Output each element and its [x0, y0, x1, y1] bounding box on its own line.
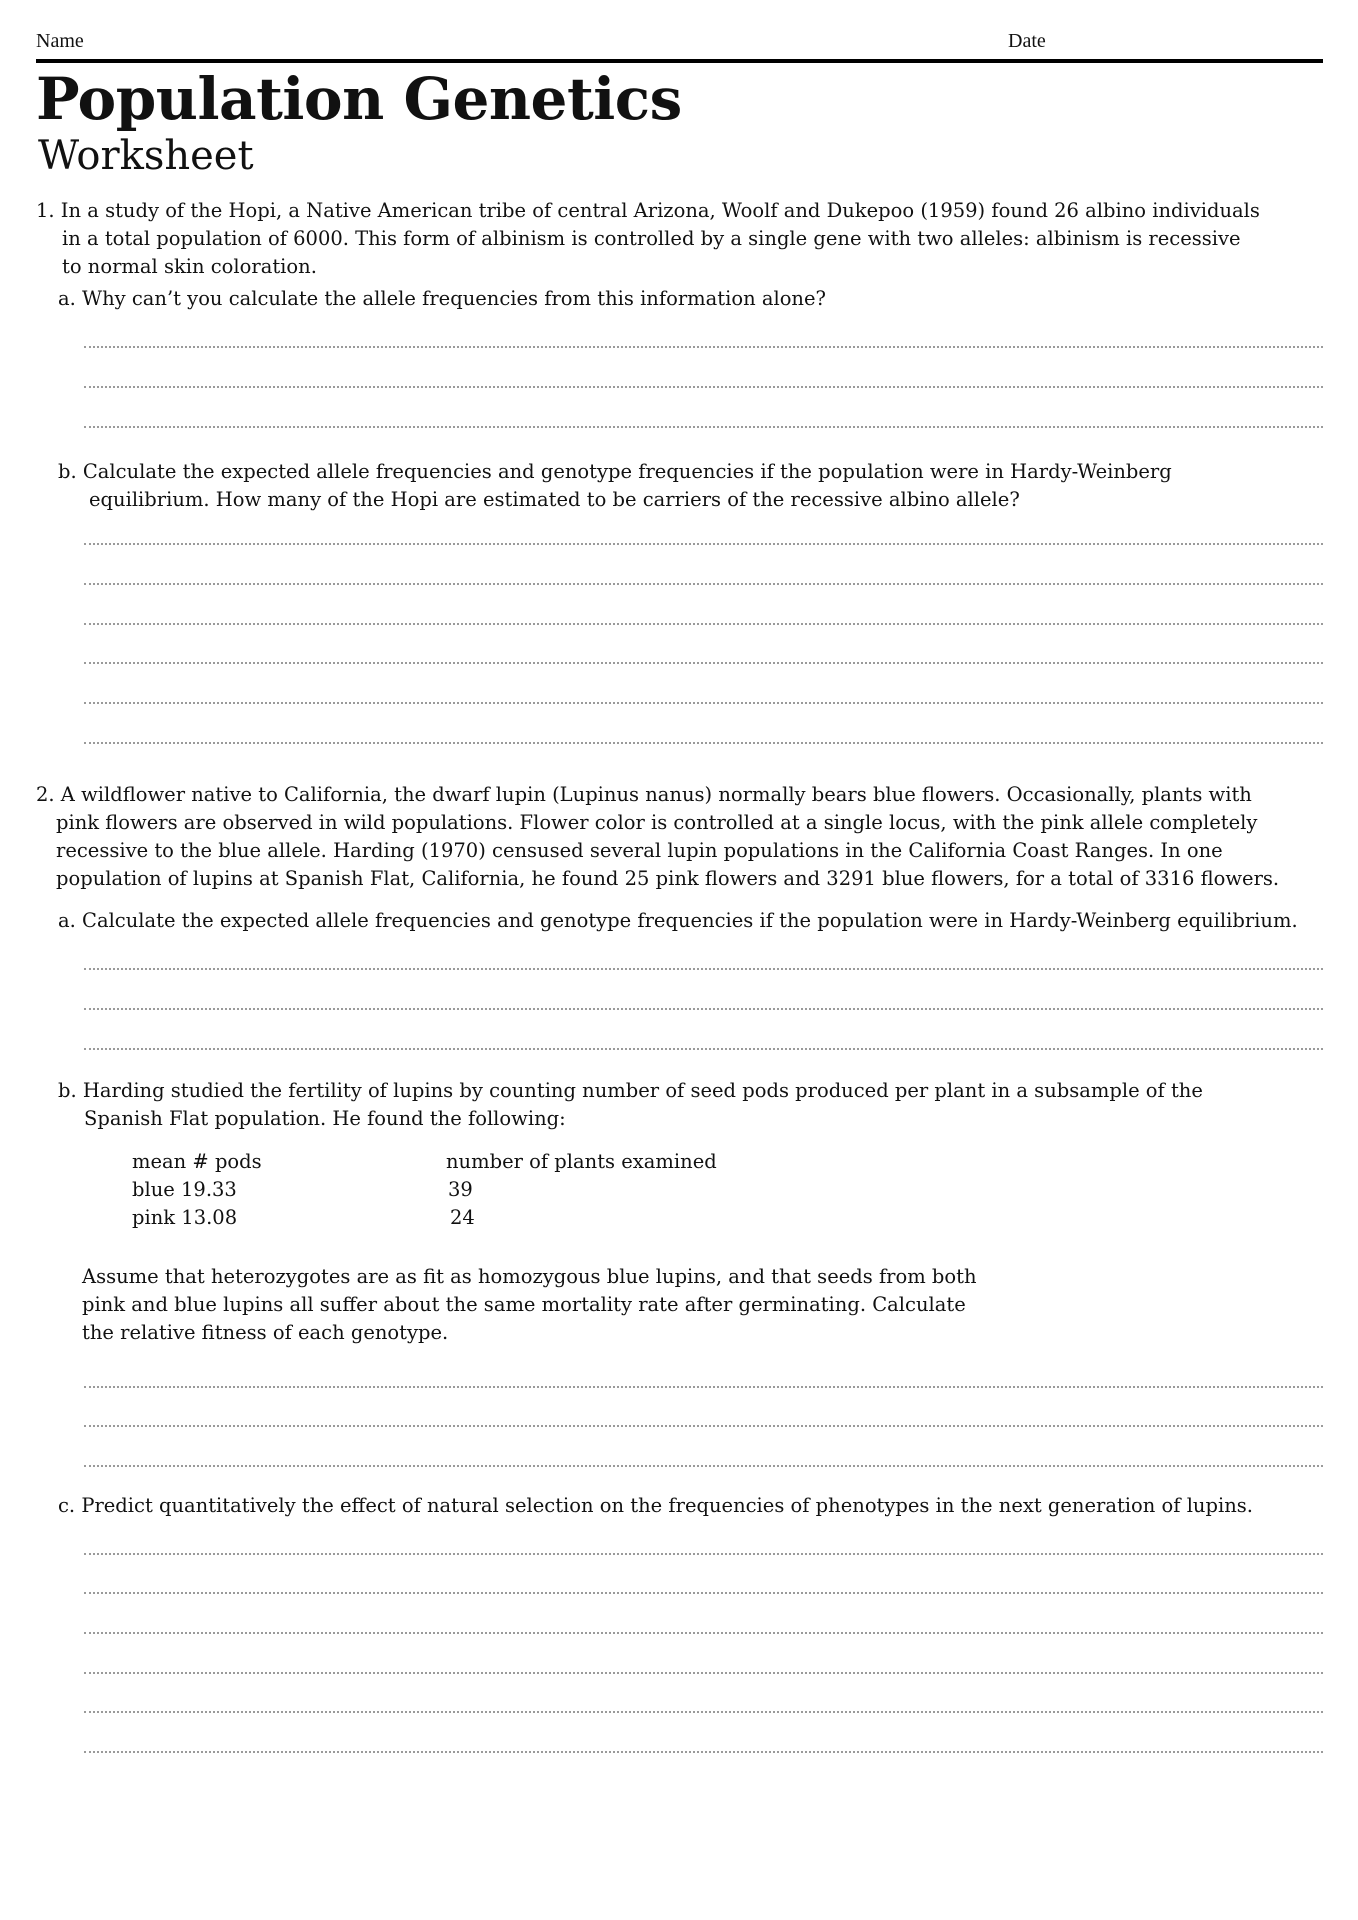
q2b-assume-line-3: the relative fitness of each genotype.	[82, 1321, 449, 1344]
header-rule	[36, 59, 1323, 63]
answer-line[interactable]	[84, 543, 1323, 545]
answer-line[interactable]	[84, 346, 1323, 348]
answer-line[interactable]	[84, 1553, 1323, 1555]
answer-line[interactable]	[84, 1711, 1323, 1713]
answer-line[interactable]	[84, 1386, 1323, 1388]
q1-text-line-2: in a total population of 6000. This form of albinism is controlled by a single gene with two alleles: albinism is recessive	[62, 227, 1241, 250]
q2-text-line-2: pink flowers are observed in wild populations. Flower color is controlled at a single locus, with the pink allele completely	[56, 811, 1258, 834]
table-header-plants: number of plants examined	[446, 1150, 717, 1173]
q2b-prompt-line-1: b. Harding studied the fertility of lupins by counting number of seed pods produced per plant in a subsample of the	[58, 1079, 1203, 1102]
answer-line[interactable]	[84, 1425, 1323, 1427]
page-subtitle: Worksheet	[38, 133, 254, 179]
worksheet-page	[36, 0, 1323, 1920]
table-row-blue-label: blue 19.33	[132, 1178, 237, 1201]
table-row-pink-label: pink 13.08	[132, 1206, 238, 1229]
q1b-prompt-line-2: equilibrium. How many of the Hopi are estimated to be carriers of the recessive albino allele?	[89, 488, 1020, 511]
answer-line[interactable]	[84, 1465, 1323, 1467]
table-row-pink-count: 24	[450, 1206, 475, 1229]
answer-line[interactable]	[84, 662, 1323, 664]
date-label: Date	[1008, 30, 1046, 52]
answer-line[interactable]	[84, 968, 1323, 970]
answer-line[interactable]	[84, 1592, 1323, 1594]
header-row	[36, 30, 1323, 60]
q1b-prompt-line-1: b. Calculate the expected allele frequencies and genotype frequencies if the population were in Hardy-Weinberg	[58, 460, 1172, 483]
q1-text-line-1: 1. In a study of the Hopi, a Native American tribe of central Arizona, Woolf and Dukepoo (1959) found 26 albino individuals	[36, 199, 1260, 222]
q2b-prompt-line-2: Spanish Flat population. He found the following:	[84, 1107, 566, 1130]
answer-line[interactable]	[84, 1008, 1323, 1010]
q2-text-line-4: population of lupins at Spanish Flat, California, he found 25 pink flowers and 3291 blue flowers, for a total of 3316 flowers.	[56, 867, 1280, 890]
q2b-assume-line-2: pink and blue lupins all suffer about the same mortality rate after germinating. Calculate	[82, 1293, 966, 1316]
answer-line[interactable]	[84, 1632, 1323, 1634]
q2-text-line-1: 2. A wildflower native to California, the dwarf lupin (Lupinus nanus) normally bears blue flowers. Occasionally, plants with	[36, 783, 1252, 806]
answer-line[interactable]	[84, 1048, 1323, 1050]
page-title: Population Genetics	[36, 65, 682, 133]
q1-text-line-3: to normal skin coloration.	[62, 255, 317, 278]
answer-line[interactable]	[84, 386, 1323, 388]
answer-line[interactable]	[84, 1751, 1323, 1753]
table-row-blue-count: 39	[448, 1178, 473, 1201]
answer-line[interactable]	[84, 426, 1323, 428]
q2a-prompt: a. Calculate the expected allele frequencies and genotype frequencies if the population were in Hardy-Weinberg equilibrium.	[58, 909, 1298, 932]
name-label: Name	[36, 30, 84, 52]
q2-text-line-3: recessive to the blue allele. Harding (1970) censused several lupin populations in the California Coast Ranges. In one	[56, 839, 1223, 862]
table-header-mean-pods: mean # pods	[132, 1150, 262, 1173]
answer-line[interactable]	[84, 742, 1323, 744]
answer-line[interactable]	[84, 702, 1323, 704]
q2b-assume-line-1: Assume that heterozygotes are as fit as homozygous blue lupins, and that seeds from both	[82, 1265, 977, 1288]
q2c-prompt: c. Predict quantitatively the effect of natural selection on the frequencies of phenotypes in the next generation of lupins.	[58, 1494, 1253, 1517]
answer-line[interactable]	[84, 623, 1323, 625]
q1a-prompt: a. Why can’t you calculate the allele frequencies from this information alone?	[58, 287, 826, 310]
answer-line[interactable]	[84, 1672, 1323, 1674]
answer-line[interactable]	[84, 583, 1323, 585]
